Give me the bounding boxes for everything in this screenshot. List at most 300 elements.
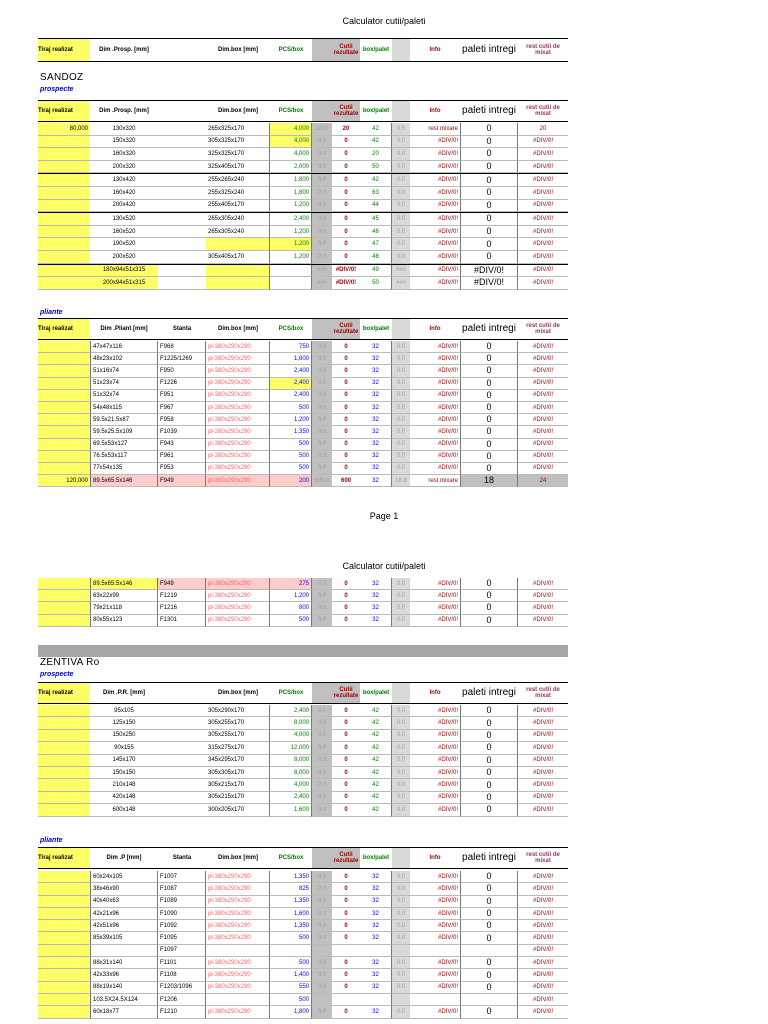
cell-pcs-box: 500 <box>270 439 312 451</box>
cell-blank2: 0.0 <box>392 251 410 264</box>
cell-cutii: 0 <box>332 883 360 895</box>
cell-dim-box: pl-380x290x290 <box>206 920 270 932</box>
cell-pcs-box: 1,200 <box>270 200 312 213</box>
cell-box-palet: 32 <box>360 615 392 627</box>
cell-box-palet: 42 <box>360 705 392 717</box>
cell-dim-prosp: 40x40x63 <box>90 896 158 908</box>
cell-stanta: F1089 <box>158 896 206 908</box>
cell-rest: #DIV/0! <box>518 426 568 438</box>
header-dim-prosp: Dim .P [mm] <box>90 847 158 869</box>
cell-tiraj <box>38 615 90 627</box>
cell-paleti: 0 <box>460 238 518 251</box>
cell-dim-prosp: 59.5x21.5x87 <box>90 414 158 426</box>
cell-tiraj <box>38 213 90 226</box>
cell-blank: 0.0 <box>312 426 332 438</box>
cell-pcs-box: 4,000 <box>270 148 312 161</box>
cell-box-palet: 32 <box>360 463 392 475</box>
cell-tiraj <box>38 602 90 614</box>
cell-blank: 0.0 <box>312 755 332 767</box>
cell-paleti: 0 <box>460 414 518 426</box>
cell-stanta: F1216 <box>158 602 206 614</box>
header-box-palet: box/palet <box>360 318 392 340</box>
subsection-prospecte: prospecte <box>40 86 74 93</box>
cell-cutii: 0 <box>332 365 360 377</box>
cell-info <box>410 994 460 1006</box>
cell-blank2: 0.0 <box>392 792 410 804</box>
header-rest: rest cutii de mixat <box>518 682 568 704</box>
cell-rest: #DIV/0! <box>518 590 568 602</box>
cell-cutii: 0 <box>332 804 360 816</box>
cell-blank: 0.0 <box>312 896 332 908</box>
cell-info: #DIV/0! <box>410 1006 460 1018</box>
cell-tiraj <box>38 238 90 251</box>
table-row <box>38 883 568 895</box>
cell-box-palet: 42 <box>360 174 392 187</box>
table-row <box>38 378 568 390</box>
header-blank2 <box>392 100 410 122</box>
cell-dim-box: 305x405x170 <box>206 251 270 264</box>
cell-rest: #DIV/0! <box>518 200 568 213</box>
header-paleti: paleti intregi <box>460 847 518 869</box>
cell-blank: 0.0 <box>312 590 332 602</box>
cell-box-palet: 32 <box>360 871 392 883</box>
cell-blank: ### <box>312 265 332 278</box>
cell-info: #DIV/0! <box>410 871 460 883</box>
cell-dim-prosp: 200x520 <box>90 251 158 264</box>
cell-stanta <box>158 123 206 136</box>
cell-pcs-box: 750 <box>270 341 312 353</box>
cell-box-palet: 50 <box>360 277 392 290</box>
cell-rest: #DIV/0! <box>518 277 568 290</box>
table-row <box>38 238 568 251</box>
table-row <box>38 945 568 957</box>
cell-box-palet: 47 <box>360 238 392 251</box>
cell-blank2: 0.0 <box>392 730 410 742</box>
cell-paleti: 0 <box>460 365 518 377</box>
cell-paleti: 0 <box>460 804 518 816</box>
cell-blank: 0.0 <box>312 871 332 883</box>
cell-info: #DIV/0! <box>410 136 460 149</box>
cell-dim-prosp: 60x24x105 <box>90 871 158 883</box>
cell-blank: 0.0 <box>312 174 332 187</box>
cell-cutii: 0 <box>332 426 360 438</box>
cell-blank2: 0.0 <box>392 161 410 174</box>
cell-cutii: 0 <box>332 1006 360 1018</box>
cell-dim-box <box>206 238 270 251</box>
cell-blank: 0.0 <box>312 969 332 981</box>
cell-dim-box: 255x325x240 <box>206 187 270 200</box>
cell-pcs-box: 2,400 <box>270 792 312 804</box>
cell-paleti: 0 <box>460 932 518 944</box>
cell-pcs-box: 200 <box>270 475 312 487</box>
cell-pcs-box: 500 <box>270 463 312 475</box>
cell-pcs-box: 8,000 <box>270 755 312 767</box>
cell-tiraj: 80,000 <box>38 123 90 136</box>
cell-blank2: 0.0 <box>392 226 410 239</box>
cell-blank2: 0.0 <box>392 174 410 187</box>
cell-blank2: 0.0 <box>392 717 410 729</box>
cell-stanta <box>158 730 206 742</box>
sheet-header <box>38 38 568 62</box>
cell-box-palet: 42 <box>360 717 392 729</box>
cell-blank: 0.0 <box>312 920 332 932</box>
cell-pcs-box: 1,350 <box>270 896 312 908</box>
cell-pcs-box: 4,000 <box>270 779 312 791</box>
cell-cutii: 0 <box>332 792 360 804</box>
cell-dim-prosp: 160x320 <box>90 148 158 161</box>
cell-stanta: F1101 <box>158 957 206 969</box>
cell-stanta <box>158 200 206 213</box>
cell-rest: #DIV/0! <box>518 353 568 365</box>
cell-blank2: 0.0 <box>392 200 410 213</box>
cell-box-palet: 32 <box>360 1006 392 1018</box>
cell-rest: #DIV/0! <box>518 365 568 377</box>
cell-blank: 0.0 <box>312 908 332 920</box>
cell-dim-prosp: 51x23x74 <box>90 378 158 390</box>
table-row <box>38 426 568 438</box>
cell-pcs-box: 1,350 <box>270 871 312 883</box>
cell-dim-box: pl-380x290x290 <box>206 982 270 994</box>
cell-dim-box: 300x205x170 <box>206 804 270 816</box>
section-sandoz: SANDOZ <box>40 72 84 83</box>
cell-tiraj <box>38 792 90 804</box>
cell-dim-box: 305x255x170 <box>206 717 270 729</box>
cell-paleti: 0 <box>460 161 518 174</box>
cell-rest: #DIV/0! <box>518 148 568 161</box>
cell-stanta: F1092 <box>158 920 206 932</box>
cell-box-palet: 32 <box>360 475 392 487</box>
table-row <box>38 187 568 200</box>
cell-box-palet: 42 <box>360 136 392 149</box>
cell-blank2: 0.0 <box>392 439 410 451</box>
cell-cutii: 0 <box>332 615 360 627</box>
cell-cutii: 0 <box>332 402 360 414</box>
cell-pcs-box: 500 <box>270 994 312 1006</box>
cell-stanta <box>158 277 206 290</box>
cell-pcs-box: 1,800 <box>270 174 312 187</box>
header-pcs-box: PCS/box <box>270 318 312 340</box>
header-rest: rest cutii de mixat <box>518 38 568 62</box>
cell-cutii: 0 <box>332 957 360 969</box>
cell-rest: #DIV/0! <box>518 871 568 883</box>
cell-stanta <box>158 187 206 200</box>
header-rest: rest cutii de mixat <box>518 318 568 340</box>
cell-stanta: F951 <box>158 390 206 402</box>
cell-blank: 20.0 <box>312 123 332 136</box>
cell-tiraj <box>38 871 90 883</box>
cell-dim-prosp: 88x31x140 <box>90 957 158 969</box>
cell-cutii: 0 <box>332 767 360 779</box>
cell-blank: 0.0 <box>312 378 332 390</box>
cell-info: rest mixare <box>410 123 460 136</box>
cell-rest: #DIV/0! <box>518 730 568 742</box>
cell-dim-prosp: 150x320 <box>90 136 158 149</box>
cell-box-palet: 32 <box>360 353 392 365</box>
table-row <box>38 353 568 365</box>
cell-info: #DIV/0! <box>410 187 460 200</box>
cell-dim-box: pl-380x290x290 <box>206 475 270 487</box>
cell-blank2: 0.0 <box>392 982 410 994</box>
cell-pcs-box: 1,200 <box>270 414 312 426</box>
cell-tiraj <box>38 969 90 981</box>
cell-tiraj <box>38 767 90 779</box>
cell-rest: #DIV/0! <box>518 136 568 149</box>
cell-dim-box: pl-380x290x290 <box>206 353 270 365</box>
cell-stanta: F1219 <box>158 590 206 602</box>
header-blank <box>312 318 332 340</box>
cell-stanta: F968 <box>158 341 206 353</box>
table-row <box>38 804 568 816</box>
table-row <box>38 615 568 627</box>
table-row <box>38 136 568 149</box>
cell-info: #DIV/0! <box>410 463 460 475</box>
cell-paleti: 0 <box>460 136 518 149</box>
cell-dim-prosp: 190x520 <box>90 238 158 251</box>
cell-blank2: 0.0 <box>392 463 410 475</box>
cell-tiraj <box>38 402 90 414</box>
cell-stanta: F1301 <box>158 615 206 627</box>
cell-dim-box <box>206 945 270 957</box>
table-row <box>38 755 568 767</box>
cell-tiraj: 120,000 <box>38 475 90 487</box>
cell-cutii: 0 <box>332 226 360 239</box>
cell-dim-prosp <box>90 945 158 957</box>
cell-paleti: 0 <box>460 730 518 742</box>
cell-cutii: 0 <box>332 602 360 614</box>
cell-dim-box: 265x325x170 <box>206 123 270 136</box>
cell-blank: 0.0 <box>312 439 332 451</box>
cell-pcs-box: 8,000 <box>270 717 312 729</box>
cell-info: #DIV/0! <box>410 578 460 590</box>
cell-blank: 0.0 <box>312 251 332 264</box>
header-pcs-box: PCS/box <box>270 38 312 62</box>
cell-info: #DIV/0! <box>410 932 460 944</box>
header-stanta <box>158 682 206 704</box>
cell-cutii: 0 <box>332 578 360 590</box>
table-row <box>38 908 568 920</box>
table-row <box>38 792 568 804</box>
cell-stanta: F961 <box>158 451 206 463</box>
cell-info: #DIV/0! <box>410 426 460 438</box>
cell-pcs-box: 1,200 <box>270 226 312 239</box>
cell-tiraj <box>38 439 90 451</box>
cell-tiraj <box>38 742 90 754</box>
cell-tiraj <box>38 957 90 969</box>
cell-dim-box: pl-380x290x290 <box>206 615 270 627</box>
cell-rest: #DIV/0! <box>518 896 568 908</box>
cell-rest: #DIV/0! <box>518 779 568 791</box>
cell-dim-box: pl-380x290x290 <box>206 883 270 895</box>
table-row <box>38 742 568 754</box>
cell-rest: #DIV/0! <box>518 378 568 390</box>
cell-stanta <box>158 174 206 187</box>
cell-paleti: 0 <box>460 148 518 161</box>
cell-blank: 0.0 <box>312 353 332 365</box>
table-row <box>38 123 568 136</box>
cell-paleti: 0 <box>460 755 518 767</box>
cell-box-palet: 42 <box>360 804 392 816</box>
cell-dim-box: pl-380x290x290 <box>206 908 270 920</box>
cell-dim-prosp: 200x94x51x315 <box>90 277 158 290</box>
cell-dim-box: pl-380x290x290 <box>206 402 270 414</box>
cell-dim-prosp: 130x420 <box>90 174 158 187</box>
cell-dim-box: 325x325x170 <box>206 148 270 161</box>
cell-blank2: 0.0 <box>392 779 410 791</box>
cell-pcs-box: 8,000 <box>270 767 312 779</box>
cell-box-palet: 32 <box>360 578 392 590</box>
cell-dim-box: 255x265x240 <box>206 174 270 187</box>
table-row <box>38 451 568 463</box>
cell-stanta <box>158 213 206 226</box>
cell-rest: #DIV/0! <box>518 969 568 981</box>
cell-cutii: 0 <box>332 148 360 161</box>
cell-box-palet: 32 <box>360 402 392 414</box>
cell-blank: 0.0 <box>312 717 332 729</box>
cell-blank2: 0.0 <box>392 969 410 981</box>
cell-pcs-box: 500 <box>270 402 312 414</box>
header-blank2 <box>392 38 410 62</box>
cell-paleti: 0 <box>460 200 518 213</box>
cell-rest: #DIV/0! <box>518 920 568 932</box>
cell-dim-prosp: 125x150 <box>90 717 158 729</box>
sandoz-pliante-header <box>38 318 568 340</box>
cell-blank: 0.0 <box>312 792 332 804</box>
header-rest: rest cutii de mixat <box>518 847 568 869</box>
cell-dim-prosp: 69.5x53x127 <box>90 439 158 451</box>
cell-tiraj <box>38 251 90 264</box>
cell-stanta <box>158 717 206 729</box>
cell-rest: #DIV/0! <box>518 994 568 1006</box>
cell-paleti: 0 <box>460 463 518 475</box>
subsection-prospecte-2: prospecte <box>40 671 74 678</box>
cell-pcs-box: 500 <box>270 932 312 944</box>
cell-dim-box: pl-380x290x290 <box>206 1006 270 1018</box>
table-row <box>38 871 568 883</box>
cell-stanta: F949 <box>158 475 206 487</box>
cell-info: #DIV/0! <box>410 742 460 754</box>
cell-cutii: 0 <box>332 920 360 932</box>
cell-dim-box <box>206 994 270 1006</box>
cell-info: #DIV/0! <box>410 174 460 187</box>
cell-cutii: 0 <box>332 174 360 187</box>
table-row <box>38 578 568 590</box>
cell-blank2: 0.0 <box>392 908 410 920</box>
cell-rest: #DIV/0! <box>518 932 568 944</box>
header-stanta <box>158 100 206 122</box>
cell-dim-box: pl-380x290x290 <box>206 957 270 969</box>
header-dim-prosp: Dim .P.R. [mm] <box>90 682 158 704</box>
cell-pcs-box: 4,000 <box>270 136 312 149</box>
cell-blank: 0.0 <box>312 742 332 754</box>
cell-paleti: 0 <box>460 451 518 463</box>
cell-cutii: 0 <box>332 213 360 226</box>
cell-info: #DIV/0! <box>410 213 460 226</box>
cell-blank2: 0.0 <box>392 932 410 944</box>
cell-dim-box: pl-380x290x290 <box>206 578 270 590</box>
cell-dim-box: pl-380x290x290 <box>206 390 270 402</box>
cell-dim-prosp: 42x33x96 <box>90 969 158 981</box>
cell-cutii: 0 <box>332 451 360 463</box>
cell-dim-prosp: 80x55x123 <box>90 615 158 627</box>
table-row <box>38 705 568 717</box>
cell-paleti: 0 <box>460 187 518 200</box>
cell-cutii: 0 <box>332 755 360 767</box>
header-blank <box>312 100 332 122</box>
cell-rest: #DIV/0! <box>518 265 568 278</box>
cell-dim-box: pl-380x290x290 <box>206 365 270 377</box>
cell-paleti: 0 <box>460 717 518 729</box>
header-cutii: Cutii rezultate <box>332 847 360 869</box>
header-dim-box: Dim.box [mm] <box>206 100 270 122</box>
cell-pcs-box: 800 <box>270 602 312 614</box>
cell-box-palet: 32 <box>360 426 392 438</box>
cell-dim-prosp: 59.5x25.5x109 <box>90 426 158 438</box>
table-row <box>38 1006 568 1018</box>
cell-paleti: 0 <box>460 920 518 932</box>
cell-info: #DIV/0! <box>410 277 460 290</box>
cell-dim-box <box>206 265 270 278</box>
cell-dim-prosp: 77x54x135 <box>90 463 158 475</box>
cell-dim-prosp: 79x21x118 <box>90 602 158 614</box>
page-title: Calculator cutii/paleti <box>342 16 426 26</box>
cell-dim-box: 305x305x170 <box>206 767 270 779</box>
cell-cutii: 20 <box>332 123 360 136</box>
cell-stanta: F1206 <box>158 994 206 1006</box>
cell-tiraj <box>38 277 90 290</box>
cell-rest: #DIV/0! <box>518 945 568 957</box>
cell-tiraj <box>38 161 90 174</box>
cell-stanta <box>158 161 206 174</box>
cell-dim-prosp: 88x19x140 <box>90 982 158 994</box>
cell-paleti: 0 <box>460 578 518 590</box>
section-zentiva: ZENTIVA Ro <box>40 657 100 668</box>
sandoz-prospecte-table <box>38 123 568 287</box>
cell-cutii: 0 <box>332 871 360 883</box>
cell-tiraj <box>38 378 90 390</box>
cell-pcs-box: 500 <box>270 615 312 627</box>
header-box-palet: box/palet <box>360 682 392 704</box>
cell-pcs-box: 1,800 <box>270 187 312 200</box>
cell-blank2: 0.0 <box>392 957 410 969</box>
sandoz-prospecte-header <box>38 100 568 122</box>
cell-blank2: 0.0 <box>392 414 410 426</box>
subsection-pliante: pliante <box>40 309 63 316</box>
cell-info: #DIV/0! <box>410 341 460 353</box>
table-row <box>38 463 568 475</box>
cell-paleti: 0 <box>460 226 518 239</box>
cell-blank: 0.0 <box>312 414 332 426</box>
cell-stanta <box>158 705 206 717</box>
cell-rest: #DIV/0! <box>518 804 568 816</box>
cell-tiraj <box>38 779 90 791</box>
cell-info: #DIV/0! <box>410 402 460 414</box>
cell-rest: #DIV/0! <box>518 742 568 754</box>
cell-blank2: 0.0 <box>392 136 410 149</box>
cell-pcs-box <box>270 945 312 957</box>
cell-pcs-box: 2,400 <box>270 365 312 377</box>
cell-blank2: 0.0 <box>392 883 410 895</box>
cell-dim-box: 345x295x170 <box>206 755 270 767</box>
cell-stanta: F1226 <box>158 378 206 390</box>
cell-paleti: 0 <box>460 883 518 895</box>
cell-paleti <box>460 945 518 957</box>
cell-dim-prosp: 51x16x74 <box>90 365 158 377</box>
cell-info: #DIV/0! <box>410 779 460 791</box>
cell-info: #DIV/0! <box>410 161 460 174</box>
cell-dim-prosp: 89.5x65.5x146 <box>90 578 158 590</box>
table-row <box>38 896 568 908</box>
cell-stanta: F1210 <box>158 1006 206 1018</box>
